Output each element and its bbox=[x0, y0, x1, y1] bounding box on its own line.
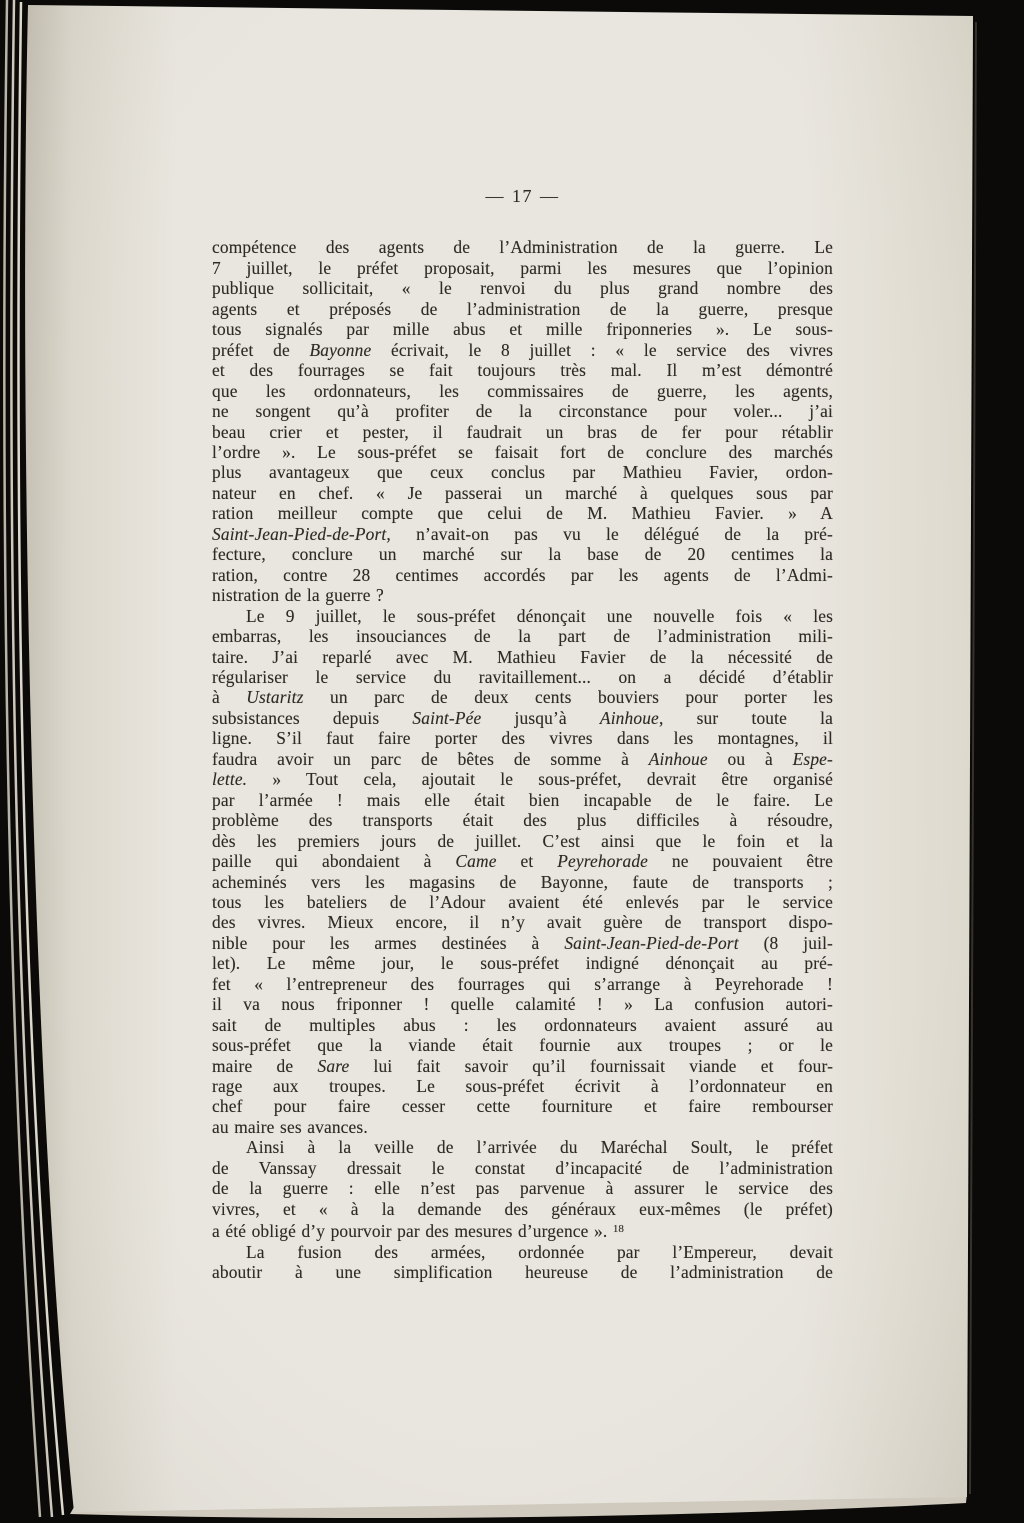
text-line bbox=[212, 687, 833, 707]
text-line bbox=[212, 728, 833, 748]
italic-text: Bayonne bbox=[309, 339, 372, 360]
text-line bbox=[212, 1117, 833, 1137]
text-segment: rage aux troupes. Le sous-préfet écrivit à l’ordonnateur en bbox=[212, 1076, 833, 1097]
text-segment: par l’armée ! mais elle était bien incapable de le faire. Le bbox=[212, 789, 833, 810]
text-line bbox=[212, 851, 833, 871]
text-segment: sait de multiples abus : les ordonnateurs avaient assuré au bbox=[212, 1014, 833, 1035]
text-segment: sous-préfet que la viande était fournie aux troupes ; or le bbox=[212, 1035, 833, 1056]
text-segment: et bbox=[496, 851, 558, 872]
paragraphs bbox=[212, 237, 833, 1282]
italic-text: Ainhoue bbox=[648, 748, 708, 769]
text-line bbox=[212, 401, 833, 421]
text-line bbox=[212, 278, 833, 298]
text-segment: embarras, les insouciances de la part de l’administration mili- bbox=[212, 626, 833, 647]
text-line bbox=[212, 483, 833, 503]
text-line bbox=[212, 1076, 833, 1096]
italic-text: Ainhoue bbox=[599, 707, 659, 728]
text-line bbox=[212, 1199, 833, 1219]
text-segment: tous les bateliers de l’Adour avaient été enlevés par le service bbox=[212, 891, 833, 912]
italic-text: Espe- bbox=[792, 748, 833, 769]
text-line bbox=[212, 626, 833, 646]
text-segment: ne songent qu’à profiter de la circonstance pour voler... j’ai bbox=[212, 401, 833, 422]
text-segment: Ainsi à la veille de l’arrivée du Maréchal Soult, le préfet bbox=[246, 1137, 833, 1158]
text-segment: préfet de bbox=[212, 339, 310, 360]
text-line bbox=[212, 1056, 833, 1076]
text-segment: , sur toute la bbox=[658, 707, 833, 728]
text-segment: plus avantageux que ceux conclus par Mathieu Favier, ordon- bbox=[212, 462, 833, 483]
text-segment: a été obligé d’y pourvoir par des mesures d’urgence ». bbox=[212, 1221, 613, 1242]
text-segment: il va nous friponner ! quelle calamité ! » La confusion autori- bbox=[212, 994, 833, 1015]
text-segment: vivres, et « à la demande des généraux eux-mêmes (le préfet) bbox=[212, 1198, 833, 1219]
text-line bbox=[212, 1219, 833, 1241]
text-line bbox=[212, 810, 833, 830]
paragraph bbox=[212, 237, 833, 605]
text-line bbox=[212, 422, 833, 442]
footnote-ref: 18 bbox=[612, 1223, 624, 1236]
text-segment: lui fait savoir qu’il fournissait viande et four- bbox=[349, 1055, 834, 1076]
text-segment: un parc de deux cents bouviers pour porter les bbox=[303, 687, 833, 708]
text-segment: publique sollicitait, « le renvoi du plus grand nombre des bbox=[212, 278, 833, 299]
text-line bbox=[212, 831, 833, 851]
text-segment: Le 9 juillet, le sous-préfet dénonçait une nouvelle fois « les bbox=[246, 605, 833, 626]
text-segment: problème des transports était des plus difficiles à résoudre, bbox=[212, 810, 833, 831]
text-line bbox=[212, 360, 833, 380]
text-segment: et des fourrages se fait toujours très mal. Il m’est démontré bbox=[212, 360, 833, 381]
text-segment: La fusion des armées, ordonnée par l’Empereur, devait bbox=[246, 1241, 833, 1262]
text-segment: beau crier et pester, il faudrait un bras de fer pour rétablir bbox=[212, 421, 833, 442]
text-segment: ration meilleur compte que celui de M. Mathieu Favier. » A bbox=[212, 503, 833, 524]
text-segment: ou à bbox=[707, 748, 793, 769]
text-line bbox=[212, 749, 833, 769]
text-segment: acheminés vers les magasins de Bayonne, faute de transports ; bbox=[212, 871, 833, 892]
text-line bbox=[212, 1158, 833, 1178]
text-segment: let). Le même jour, le sous-préfet indigné dénonçait au pré- bbox=[212, 953, 833, 974]
italic-text: Ustaritz bbox=[246, 687, 304, 708]
text-line bbox=[212, 524, 833, 544]
text-line bbox=[212, 1262, 833, 1282]
text-line bbox=[212, 953, 833, 973]
text-segment: fet « l’entrepreneur des fourrages qui s’arrange à Peyrehorade ! bbox=[212, 973, 833, 994]
italic-text: Saint-Jean-Pied-de-Port, bbox=[212, 523, 391, 544]
text-segment: à bbox=[212, 687, 247, 708]
italic-text: Saint-Jean-Pied-de-Port bbox=[564, 932, 739, 953]
text-line bbox=[212, 769, 833, 789]
italic-text: lette. bbox=[212, 769, 248, 790]
text-line bbox=[212, 319, 833, 339]
text-line bbox=[212, 1015, 833, 1035]
text-segment: de Vanssay dressait le constat d’incapacité de l’administration bbox=[212, 1157, 833, 1178]
text-line bbox=[212, 892, 833, 912]
paragraph bbox=[212, 1137, 833, 1241]
text-segment: tous signalés par mille abus et mille friponneries ». Le sous- bbox=[212, 319, 833, 340]
text-line bbox=[212, 381, 833, 401]
text-line bbox=[212, 994, 833, 1014]
text-line bbox=[212, 912, 833, 932]
text-line bbox=[212, 974, 833, 994]
text-segment: ligne. S’il faut faire porter des vivres dans les montagnes, il bbox=[212, 728, 833, 749]
text-segment: taire. J’ai reparlé avec M. Mathieu Favier de la nécessité de bbox=[212, 646, 833, 667]
text-segment: nistration de la guerre ? bbox=[212, 585, 384, 606]
text-line bbox=[212, 647, 833, 667]
text-line bbox=[212, 1096, 833, 1116]
italic-text: Saint-Pée bbox=[412, 707, 482, 728]
text-segment: faudra avoir un parc de bêtes de somme à bbox=[212, 748, 649, 769]
text-segment: chef pour faire cesser cette fourniture et faire rembourser bbox=[212, 1096, 833, 1117]
text-segment: aboutir à une simplification heureuse de l’administration de bbox=[212, 1262, 833, 1283]
text-segment: dès les premiers jours de juillet. C’est ainsi que le foin et la bbox=[212, 830, 833, 851]
text-segment: que les ordonnateurs, les commissaires de guerre, les agents, bbox=[212, 380, 833, 401]
text-line bbox=[212, 237, 833, 257]
text-line bbox=[212, 544, 833, 564]
text-line bbox=[212, 462, 833, 482]
text-line bbox=[212, 340, 833, 360]
text-column bbox=[212, 186, 833, 1283]
text-segment: l’ordre ». Le sous-préfet se faisait fort de conclure des marchés bbox=[212, 441, 833, 462]
text-segment: régulariser le service du ravitaillement... on a décidé d’établir bbox=[212, 666, 833, 687]
text-line bbox=[212, 872, 833, 892]
text-segment: écrivait, le 8 juillet : « le service des vivres bbox=[371, 339, 833, 360]
text-segment: 7 juillet, le préfet proposait, parmi les mesures que l’opinion bbox=[212, 257, 833, 278]
text-line bbox=[212, 1242, 833, 1262]
text-segment: maire de bbox=[212, 1055, 318, 1076]
text-line bbox=[212, 442, 833, 462]
text-segment: de la guerre : elle n’est pas parvenue à assurer le service des bbox=[212, 1178, 833, 1199]
italic-text: Peyrehorade bbox=[557, 851, 649, 872]
text-segment: ne pouvaient être bbox=[648, 851, 833, 872]
text-segment: » Tout cela, ajoutait le sous-préfet, devrait être organisé bbox=[247, 769, 833, 790]
text-segment: des vivres. Mieux encore, il n’y avait guère de transport dispo- bbox=[212, 912, 833, 933]
paragraph bbox=[212, 606, 833, 1138]
text-line bbox=[212, 1137, 833, 1157]
text-line bbox=[212, 585, 833, 605]
text-line bbox=[212, 565, 833, 585]
italic-text: Sare bbox=[317, 1055, 350, 1076]
paragraph bbox=[212, 1242, 833, 1283]
text-segment: nateur en chef. « Je passerai un marché à quelques sous par bbox=[212, 482, 833, 503]
italic-text: Came bbox=[455, 851, 497, 872]
text-segment: ration, contre 28 centimes accordés par les agents de l’Admi- bbox=[212, 564, 833, 585]
text-line bbox=[212, 1178, 833, 1198]
page-number: — 17 — bbox=[485, 186, 560, 206]
text-segment: agents et préposés de l’administration de la guerre, presque bbox=[212, 298, 833, 319]
text-segment: nible pour les armes destinées à bbox=[212, 932, 565, 953]
text-segment: compétence des agents de l’Administration de la guerre. Le bbox=[212, 237, 833, 258]
text-line bbox=[212, 708, 833, 728]
text-segment: paille qui abondaient à bbox=[212, 851, 456, 872]
text-segment: jusqu’à bbox=[481, 707, 600, 728]
text-segment: au maire ses avances. bbox=[212, 1116, 368, 1137]
text-segment: (8 juil- bbox=[738, 932, 834, 953]
text-line bbox=[212, 258, 833, 278]
text-line bbox=[212, 606, 833, 626]
text-line bbox=[212, 933, 833, 953]
text-line bbox=[212, 299, 833, 319]
text-line bbox=[212, 667, 833, 687]
text-line bbox=[212, 790, 833, 810]
text-segment: n’avait-on pas vu le délégué de la pré- bbox=[390, 523, 833, 544]
text-line bbox=[212, 503, 833, 523]
text-segment: fecture, conclure un marché sur la base de 20 centimes la bbox=[212, 544, 833, 565]
text-segment: subsistances depuis bbox=[212, 707, 413, 728]
text-line bbox=[212, 1035, 833, 1055]
